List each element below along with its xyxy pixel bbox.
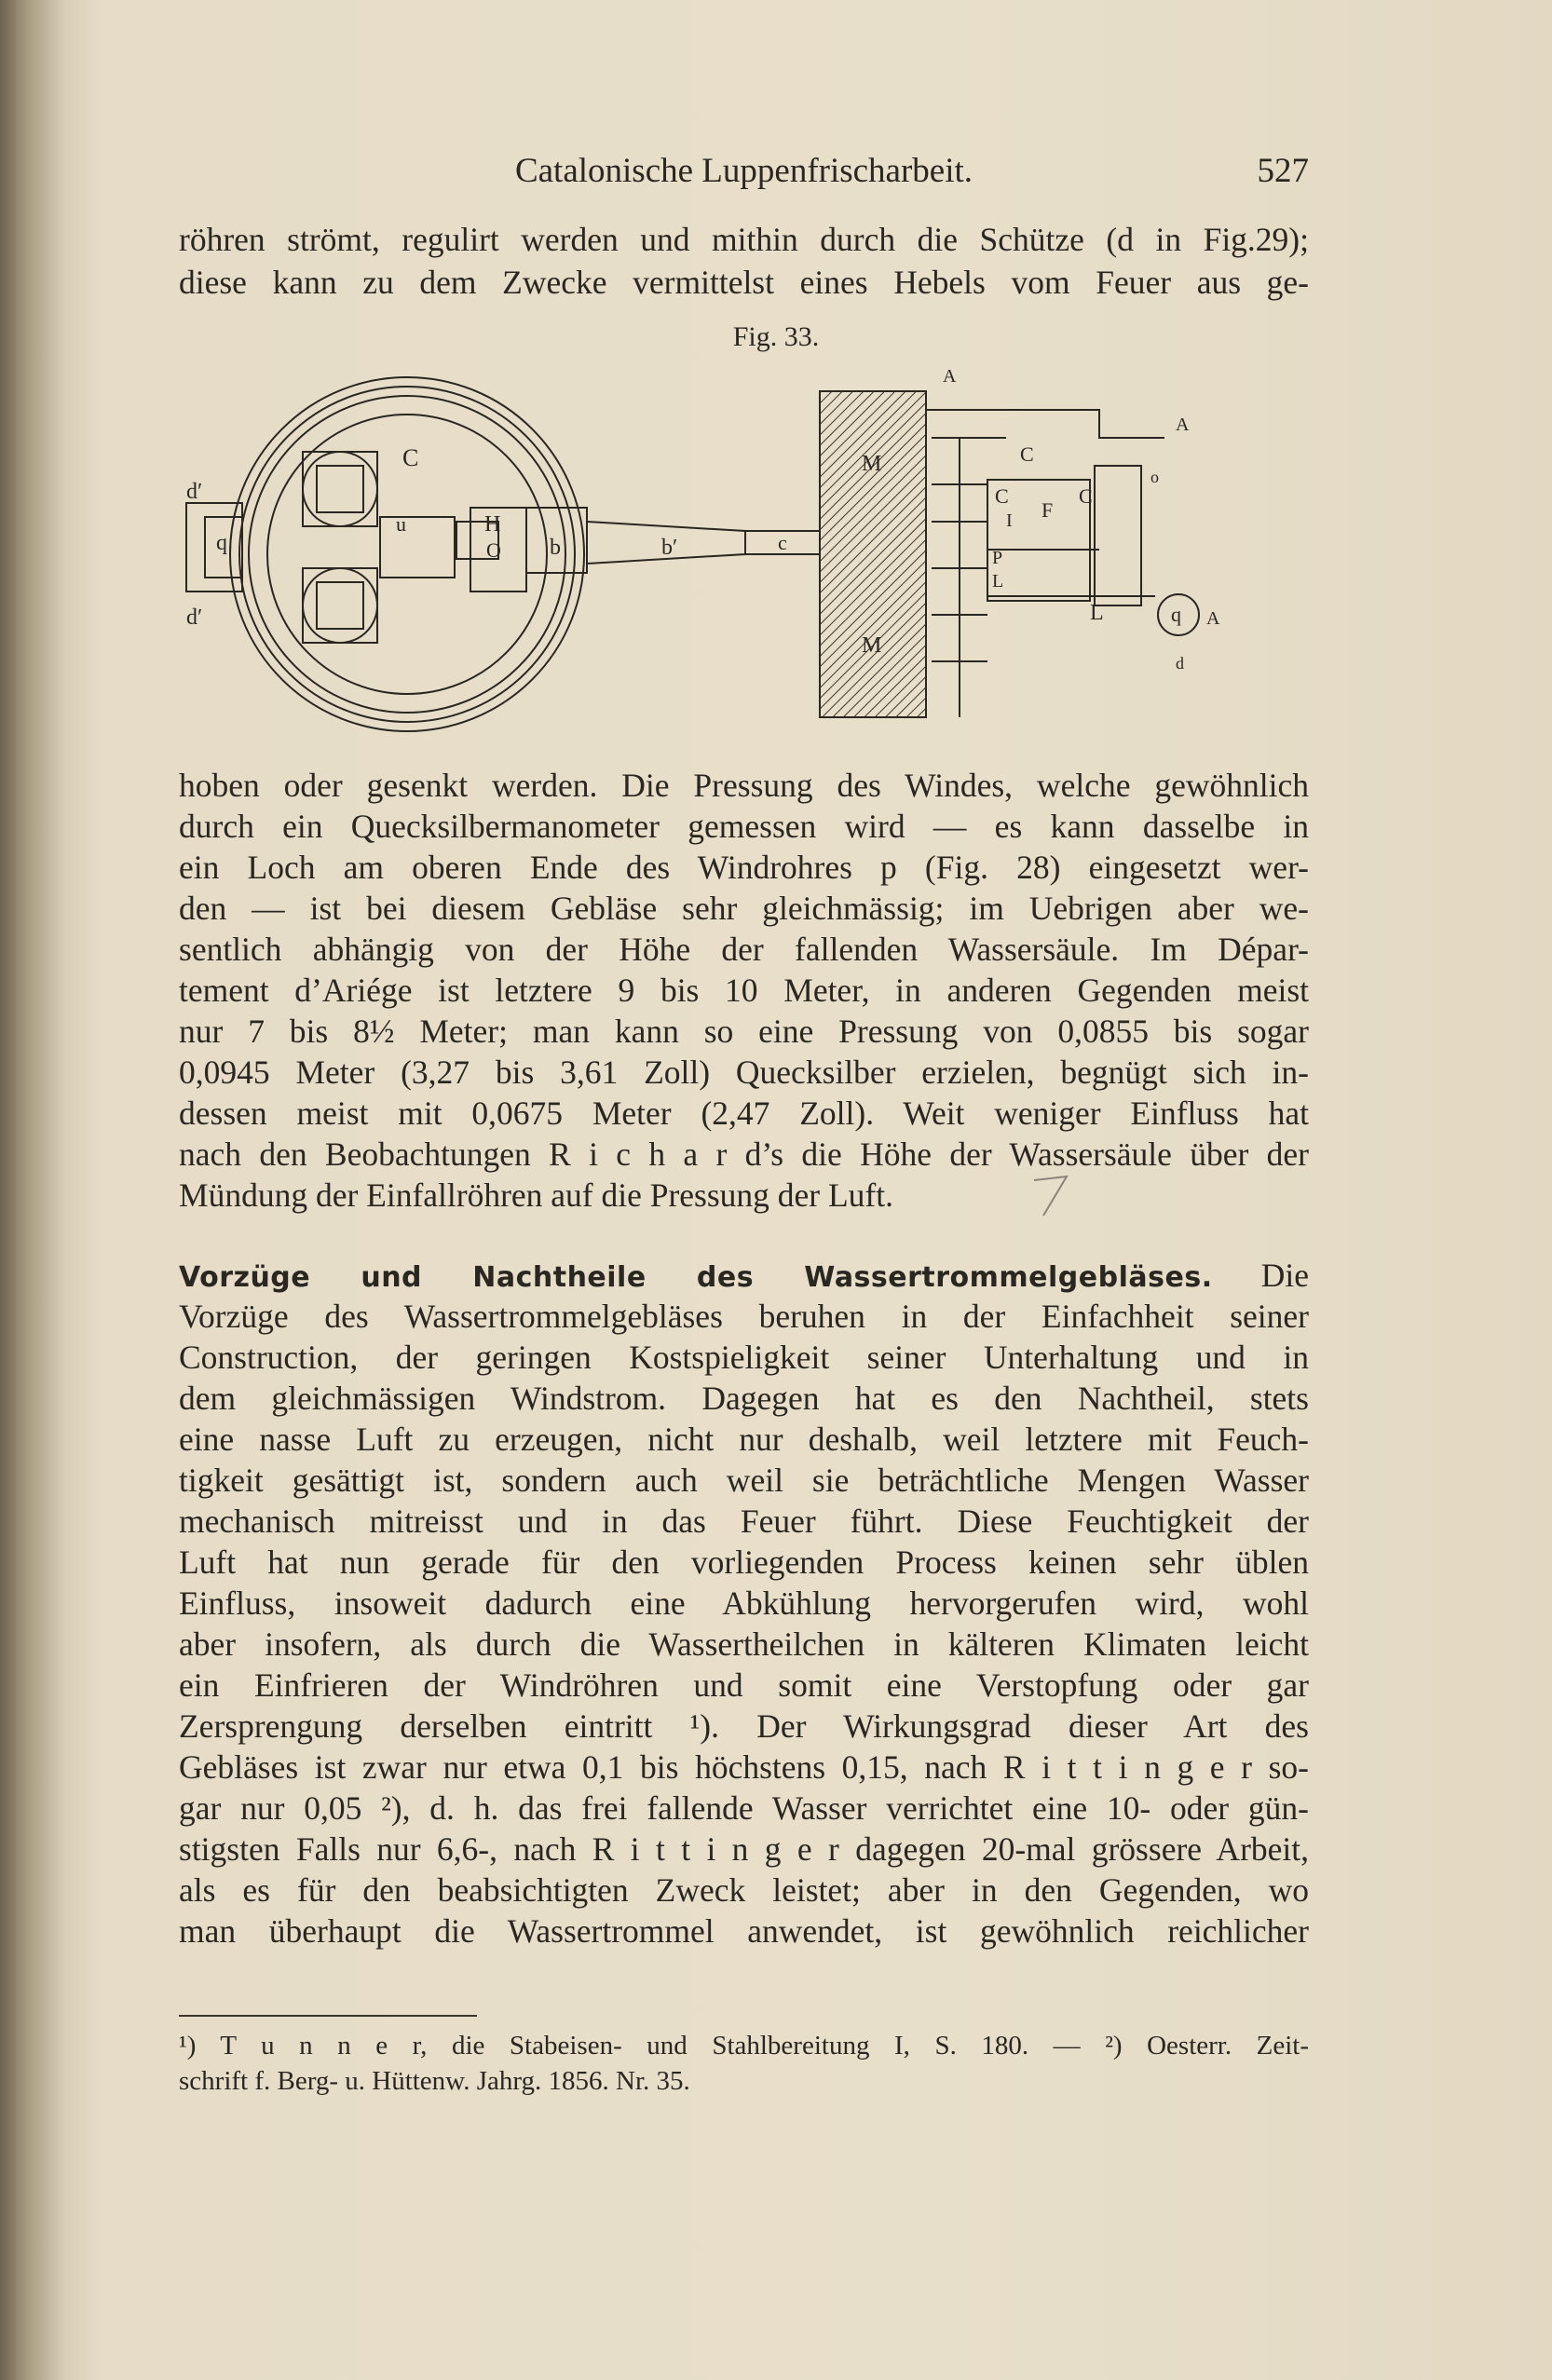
text-line: nach den Beobachtungen R i c h a r d’s die Höhe der Wassersäule über der bbox=[179, 1136, 1309, 1173]
section-heading-line bbox=[179, 1255, 1309, 1296]
fig-label-H: H bbox=[484, 512, 501, 537]
text-line: hoben oder gesenkt werden. Die Pressung des Windes, welche gewöhnlich bbox=[179, 767, 1309, 804]
text-line: diese kann zu dem Zwecke vermittelst eines Hebels vom Feuer aus ge- bbox=[179, 264, 1309, 301]
text-line: stigsten Falls nur 6,6-, nach R i t t i n g e r dagegen 20-mal grössere Arbeit, bbox=[179, 1830, 1309, 1868]
text-line: aber insofern, als durch die Wassertheilchen in kälteren Klimaten leicht bbox=[179, 1625, 1309, 1663]
text-line: mechanisch mitreisst und in das Feuer führt. Diese Feuchtigkeit der bbox=[179, 1503, 1309, 1540]
text-line: nur 7 bis 8½ Meter; man kann so eine Pressung von 0,0855 bis sogar bbox=[179, 1013, 1309, 1050]
figure-33-drawing bbox=[0, 363, 1552, 736]
text-line: durch ein Quecksilbermanometer gemessen wird — es kann dasselbe in bbox=[179, 808, 1309, 845]
text-line: sentlich abhängig von der Höhe der fallenden Wassersäule. Im Dépar- bbox=[179, 931, 1309, 968]
footnote-line: ¹) T u n n e r, die Stabeisen- und Stahlbereitung I, S. 180. — ²) Oesterr. Zeit- bbox=[179, 2031, 1309, 2060]
fig-label-L2: L bbox=[1090, 601, 1104, 625]
fig-label-I: I bbox=[1006, 510, 1013, 531]
text-line: Luft hat nun gerade für den vorliegenden Process keinen sehr üblen bbox=[179, 1544, 1309, 1581]
fig-label-P: P bbox=[992, 548, 1003, 568]
fig-label-q: q bbox=[216, 531, 227, 555]
section-heading: Vorzüge und Nachtheile des Wassertrommelgebläses. bbox=[179, 1261, 1213, 1294]
footnote-divider bbox=[179, 2015, 477, 2017]
fig-label-F: F bbox=[1041, 498, 1054, 522]
fig-label-d2: d′ bbox=[186, 605, 203, 630]
fig-label-L1: L bbox=[992, 571, 1004, 592]
text-line: man überhaupt die Wassertrommel anwendet, ist gewöhnlich reichlicher bbox=[179, 1912, 1309, 1950]
text-line: röhren strömt, regulirt werden und mithin durch die Schütze (d in Fig.29); bbox=[179, 221, 1309, 258]
text-line: tigkeit gesättigt ist, sondern auch weil sie beträchtliche Mengen Wasser bbox=[179, 1462, 1309, 1499]
fig-label-c: c bbox=[778, 531, 787, 554]
text-line: Mündung der Einfallröhren auf die Pressung der Luft. bbox=[179, 1176, 893, 1214]
text-line: Vorzüge des Wassertrommelgebläses beruhen in der Einfachheit seiner bbox=[179, 1298, 1309, 1335]
text-line: Zersprengung derselben eintritt ¹). Der Wirkungsgrad dieser Art des bbox=[179, 1707, 1309, 1745]
fig-label-O: O bbox=[486, 538, 501, 562]
fig-label-b2: b′ bbox=[661, 536, 678, 560]
running-title: Catalonische Luppenfrischarbeit. bbox=[514, 152, 973, 190]
fig-label-d1: d′ bbox=[186, 480, 203, 504]
fig-label-A-right: A bbox=[1176, 415, 1190, 435]
text-line: eine nasse Luft zu erzeugen, nicht nur deshalb, weil letztere mit Feuch- bbox=[179, 1421, 1309, 1458]
footnote-line: schrift f. Berg- u. Hüttenw. Jahrg. 1856. Nr. 35. bbox=[179, 2066, 690, 2096]
fig-label-M1: M bbox=[862, 452, 882, 476]
fig-label-C2: C bbox=[1020, 442, 1034, 466]
text-line: gar nur 0,05 ²), d. h. das frei fallende Wasser verrichtet eine 10- oder gün- bbox=[179, 1789, 1309, 1827]
fig-label-u: u bbox=[396, 512, 406, 536]
text-line: dem gleichmässigen Windstrom. Dagegen hat es den Nachtheil, stets bbox=[179, 1380, 1309, 1417]
text-line: als es für den beabsichtigten Zweck leistet; aber in den Gegenden, wo bbox=[179, 1871, 1309, 1909]
fig-label-M2: M bbox=[862, 633, 882, 658]
text-line: den — ist bei diesem Gebläse sehr gleichmässig; im Uebrigen aber we- bbox=[179, 890, 1309, 927]
text-line: 0,0945 Meter (3,27 bis 3,61 Zoll) Quecksilber erzielen, begnügt sich in- bbox=[179, 1054, 1309, 1091]
text-line: ein Einfrieren der Windröhren und somit eine Verstopfung oder gar bbox=[179, 1666, 1309, 1704]
fig-label-C3: C bbox=[995, 484, 1009, 508]
text-line: Construction, der geringen Kostspieligkeit seiner Unterhaltung und in bbox=[179, 1339, 1309, 1376]
fig-label-A3: A bbox=[1206, 608, 1220, 629]
text-line: ein Loch am oberen Ende des Windrohres p (Fig. 28) eingesetzt wer- bbox=[179, 849, 1309, 886]
fig-label-b: b bbox=[550, 536, 561, 560]
text-line: Einfluss, insoweit dadurch eine Abkühlung hervorgerufen wird, wohl bbox=[179, 1584, 1309, 1622]
fig-label-A-top: A bbox=[943, 366, 957, 387]
fig-label-o: o bbox=[1150, 468, 1159, 486]
fig-label-C: C bbox=[402, 444, 419, 471]
fig-label-d3: d bbox=[1176, 654, 1184, 673]
running-header bbox=[179, 151, 1309, 197]
page-number: 527 bbox=[1257, 152, 1309, 190]
pencil-mark bbox=[1025, 1169, 1081, 1225]
fig-label-C4: C bbox=[1079, 484, 1093, 508]
text-fragment: Die bbox=[1260, 1257, 1310, 1294]
text-line: Gebläses ist zwar nur etwa 0,1 bis höchstens 0,15, nach R i t t i n g e r so- bbox=[179, 1748, 1309, 1786]
text-line: tement d’Ariége ist letztere 9 bis 10 Meter, in anderen Gegenden meist bbox=[179, 972, 1309, 1009]
figure-caption: Fig. 33. bbox=[732, 321, 820, 352]
text-line: dessen meist mit 0,0675 Meter (2,47 Zoll). Weit weniger Einfluss hat bbox=[179, 1095, 1309, 1132]
fig-label-q2: q bbox=[1171, 603, 1181, 626]
